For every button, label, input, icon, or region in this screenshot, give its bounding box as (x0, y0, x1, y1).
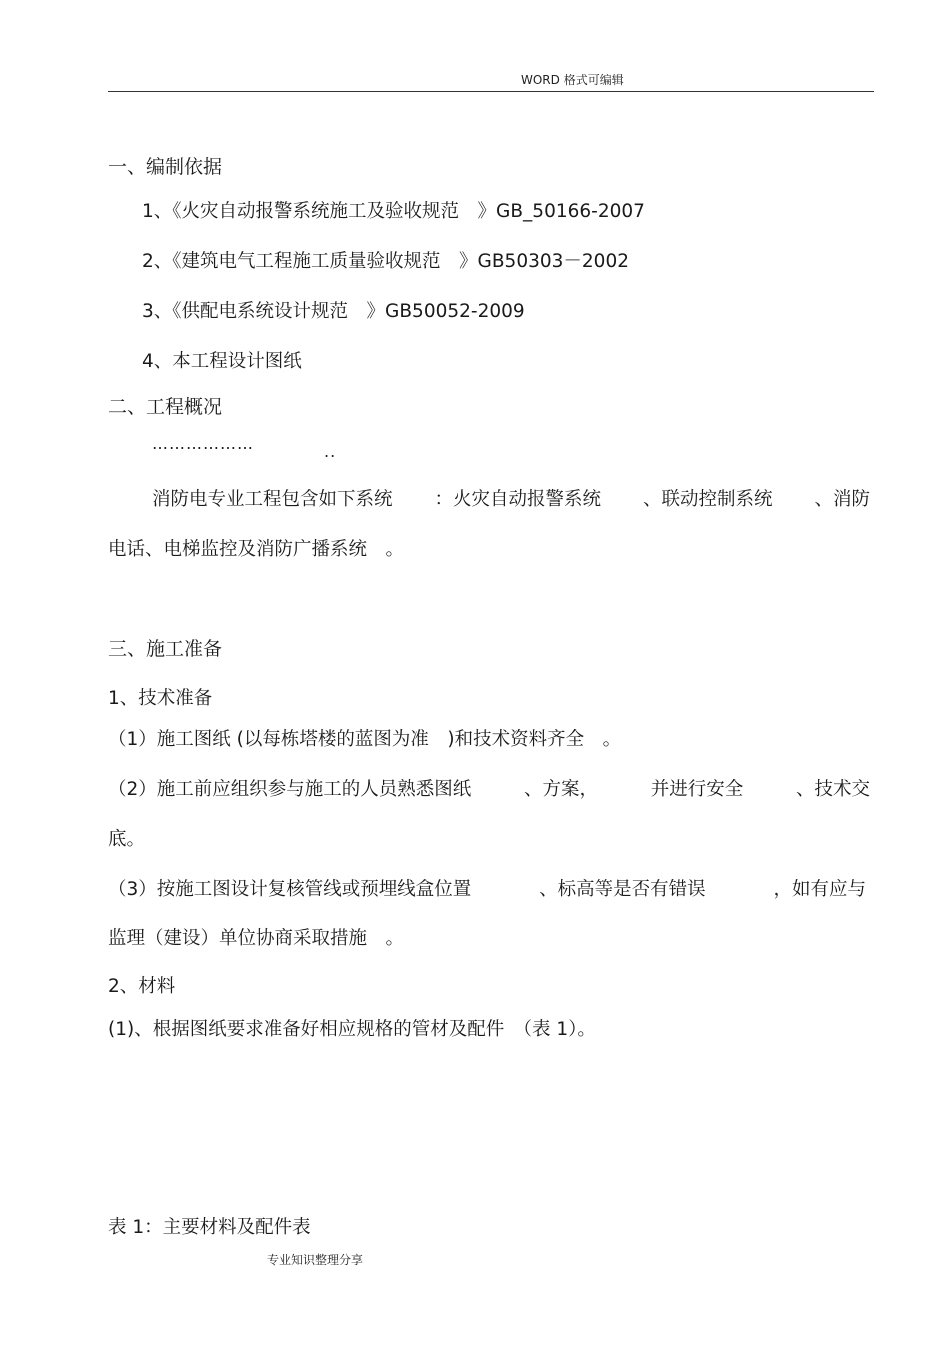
item-number: 3、 (142, 301, 173, 322)
page-footer: 专业知识整理分享 (267, 1253, 364, 1267)
prep-item-3-line-2: 监理（建设）单位协商采取措施 。 (108, 928, 405, 949)
materials-item-1: (1)、根据图纸要求准备好相应规格的管材及配件 （表 1）。 (108, 1019, 596, 1040)
ellipsis-dots-end: .. (324, 442, 337, 461)
section-1-heading: 一、编制依据 (108, 156, 223, 178)
table-caption: 表 1：主要材料及配件表 (108, 1217, 311, 1238)
item-text: 《建筑电气工程施工质量验收规范 》GB50303－2002 (172, 251, 629, 272)
ellipsis-dots: ……………… (152, 434, 254, 453)
text-run: （2）施工前应组织参与施工的人员熟悉图纸 (108, 779, 472, 800)
header-rule (108, 91, 874, 92)
text-run: ：火灾自动报警系统 (434, 489, 601, 510)
page-header: WORD 格式可编辑 (521, 73, 624, 87)
text-run: 、标高等是否有错误 (539, 879, 706, 900)
item-text: 《供配电系统设计规范 》GB50052-2009 (172, 301, 525, 322)
text-run: 、消防 (814, 489, 870, 510)
prep-item-1: （1）施工图纸 (以每栋塔楼的蓝图为准 )和技术资料齐全 。 (108, 729, 622, 750)
text-run: 并进行安全 (650, 779, 744, 800)
prep-item-3-line-1 (108, 875, 866, 901)
text-run: 、联动控制系统 (642, 489, 773, 510)
reference-item-1 (142, 197, 645, 223)
reference-item-3 (142, 297, 525, 323)
item-text: 《火灾自动报警系统施工及验收规范 》GB_50166-2007 (172, 201, 645, 222)
item-text: 本工程设计图纸 (172, 351, 302, 372)
section-3-heading: 三、施工准备 (108, 638, 223, 660)
text-run: ，如有应与 (773, 879, 866, 900)
text-run: 、方案， (524, 779, 599, 800)
overview-paragraph-line-1 (152, 485, 870, 511)
overview-paragraph-line-2: 电话、电梯监控及消防广播系统 。 (108, 539, 405, 560)
prep-item-2-line-2: 底。 (108, 829, 146, 850)
item-number: 4、 (142, 351, 173, 372)
text-run: 、技术交 (795, 779, 870, 800)
section-2-heading: 二、工程概况 (108, 396, 223, 418)
subheading-materials: 2、材料 (108, 976, 176, 997)
text-run: （3）按施工图设计复核管线或预埋线盒位置 (108, 879, 472, 900)
text-run: 消防电专业工程包含如下系统 (152, 489, 393, 510)
reference-item-4 (142, 347, 302, 373)
prep-item-2-line-1 (108, 775, 870, 801)
item-number: 1、 (142, 201, 173, 222)
item-number: 2、 (142, 251, 173, 272)
subheading-technical-prep: 1、技术准备 (108, 688, 213, 709)
reference-item-2 (142, 247, 629, 273)
